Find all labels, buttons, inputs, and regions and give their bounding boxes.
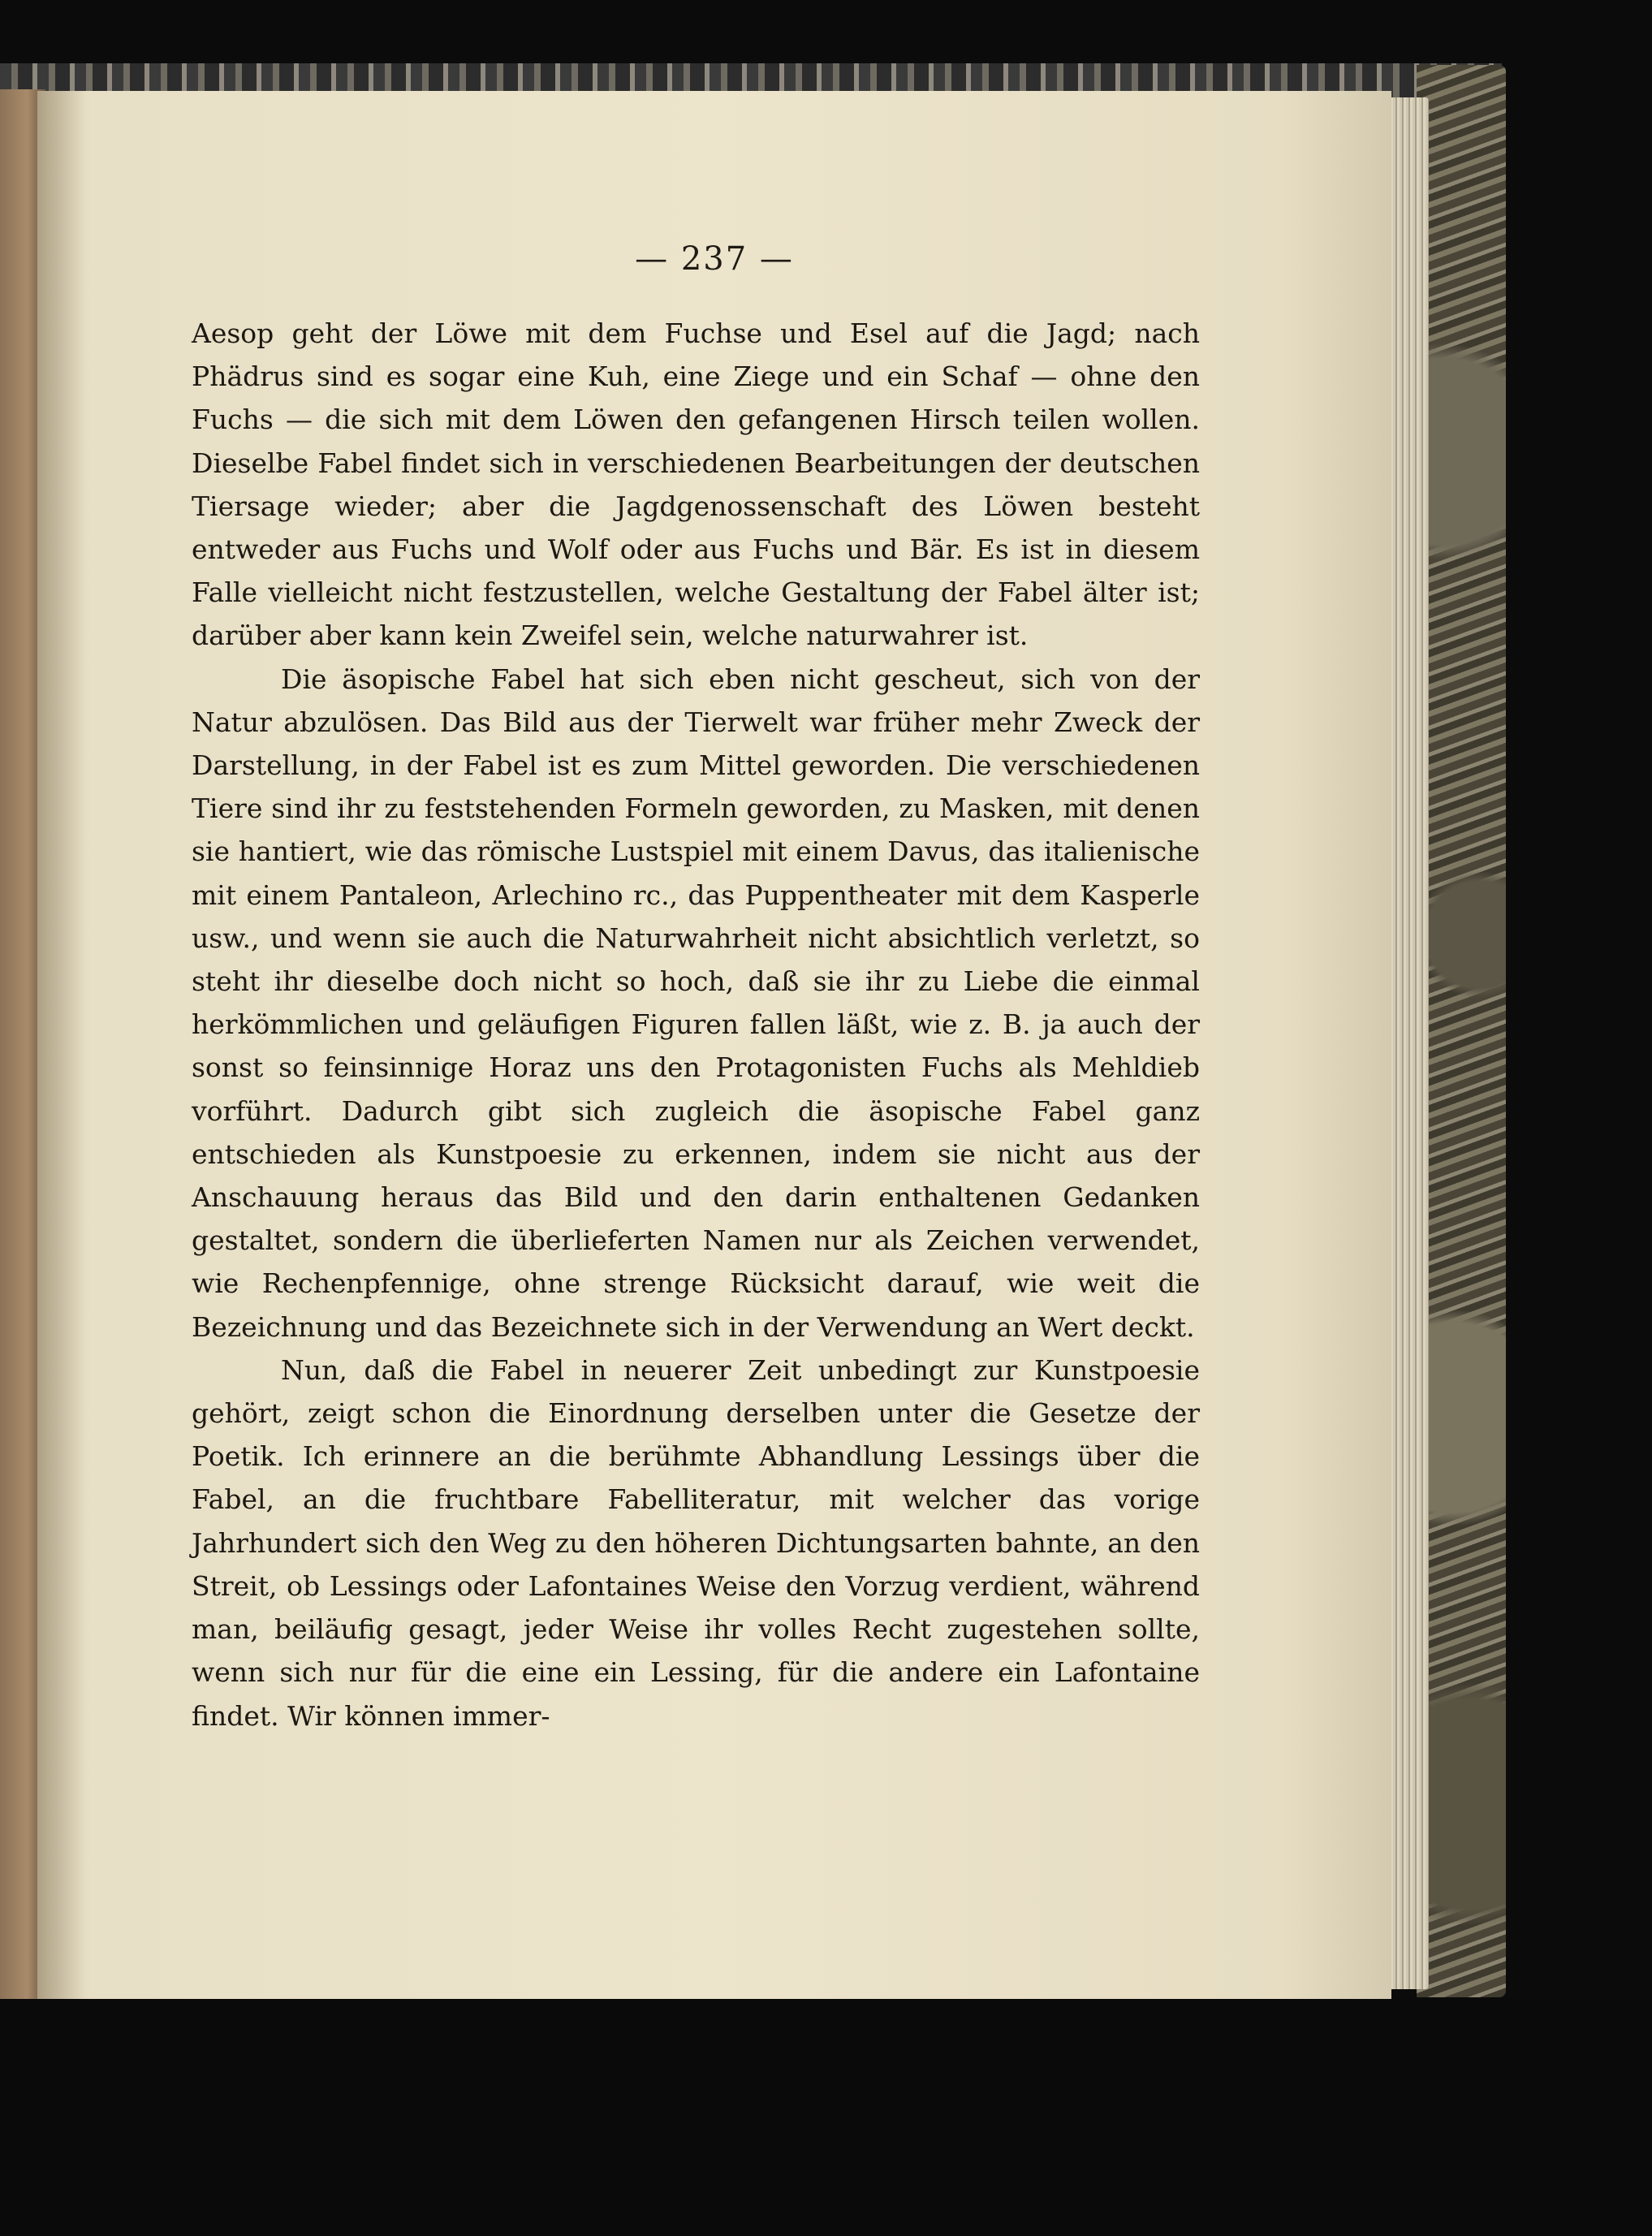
body-text [192,312,1200,1737]
marbled-back-cover [1417,65,1506,1997]
book-page [37,91,1391,1999]
scan-background-bottom [0,1999,1652,2236]
page-number: — 237 — [635,240,794,278]
paragraph-1: Aesop geht der Löwe mit dem Fuchse und Esel auf die Jagd; nach Phädrus sind es sogar eine Kuh, eine Ziege und ein Schaf — ohne den Fuchs — die sich mit dem Löwen den gefangenen Hirsch teilen wollen. Dieselbe Fabel findet sich in verschiedenen Bearbeitungen der deutschen Tiersage wieder; aber die Jagdgenossenschaft des Löwen besteht entweder aus Fuchs und Wolf oder aus Fuchs und Bär. Es ist in diesem Falle vielleicht nicht festzustellen, welche Gestaltung der Fabel älter ist; darüber aber kann kein Zweifel sein, welche naturwahrer ist. [192,317,1200,652]
paragraph-3: Nun, daß die Fabel in neuerer Zeit unbedingt zur Kunstpoesie gehört, zeigt schon die Einordnung derselben unter die Gesetze der Poetik. Ich erinnere an die berühmte Abhandlung Lessings über die Fabel, an die fruchtbare Fabelliteratur, mit welcher das vorige Jahrhundert sich den Weg zu den höheren Dichtungsarten bahnte, an den Streit, ob Lessings oder Lafontaines Weise den Vorzug verdient, während man, beiläufig gesagt, jeder Weise ihr volles Recht zugestehen sollte, wenn sich nur für die eine ein Lessing, für die andere ein Lafontaine findet. Wir können immer- [192,1353,1200,1732]
paragraph-2: Die äsopische Fabel hat sich eben nicht gescheut, sich von der Natur abzulösen. Das Bild aus der Tierwelt war früher mehr Zweck der Darstellung, in der Fabel ist es zum Mittel geworden. Die verschiedenen Tiere sind ihr zu feststehenden Formeln geworden, zu Masken, mit denen sie hantiert, wie das römische Lustspiel mit einem Davus, das italienische mit einem Pantaleon, Arlechino rc., das Puppentheater mit dem Kasperle usw., und wenn sie auch die Naturwahrheit nicht absichtlich verletzt, so steht ihr dieselbe doch nicht so hoch, daß sie ihr zu Liebe die einmal herkömmlichen und geläufigen Figuren fallen läßt, wie z. B. ja auch der sonst so feinsinnige Horaz uns den Protagonisten Fuchs als Mehldieb vorführt. Dadurch gibt sich zugleich die äsopische Fabel ganz entschieden als Kunstpoesie zu erkennen, indem sie nicht aus der Anschauung heraus das Bild und den darin enthaltenen Gedanken gestaltet, sondern die überlieferten Namen nur als Zeichen verwendet, wie Rechenpfennige, ohne strenge Rücksicht darauf, wie weit die Bezeichnung und das Bezeichnete sich in der Verwendung an Wert deckt. [192,663,1200,1343]
